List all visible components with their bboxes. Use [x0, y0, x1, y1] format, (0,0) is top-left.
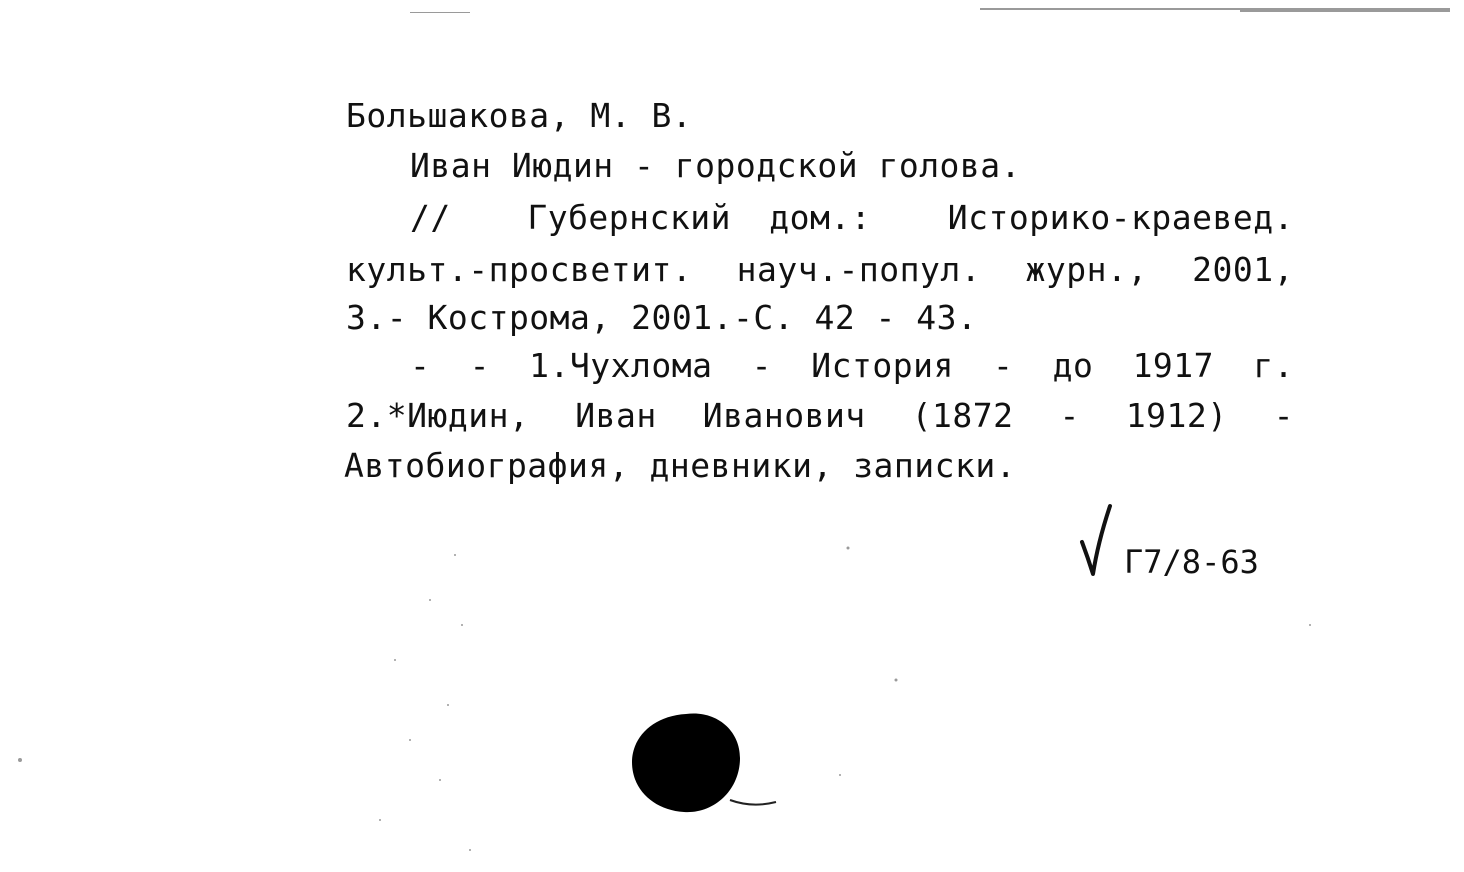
card-source-line-2: культ.-просветит. науч.-попул. журн., 2001, [346, 250, 1294, 289]
card-subject-line-1: - - 1.Чухлома - История - до 1917 г. [410, 346, 1294, 385]
card-title: Иван Июдин - городской голова. [410, 146, 1022, 185]
card-subject-line-3: Автобиография, дневники, записки. [344, 446, 1017, 485]
card-source-line-3: 3.- Кострома, 2001.-С. 42 - 43. [346, 298, 978, 337]
shelf-mark: Г7/8-63 [1124, 543, 1259, 581]
punch-hole [628, 708, 778, 818]
card-source-line-1: // Губернский дом.: Историко-краевед. [410, 198, 1294, 237]
handwritten-check-icon [1078, 502, 1114, 578]
card-author: Большакова, М. В. [346, 96, 693, 135]
card-subject-line-2: 2.*Июдин, Иван Иванович (1872 - 1912) - [346, 396, 1294, 435]
